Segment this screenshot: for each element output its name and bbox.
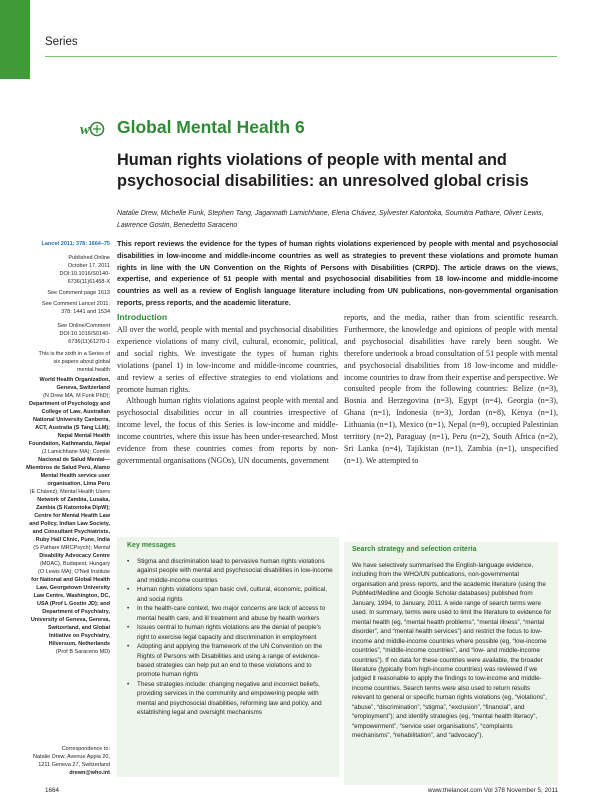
see-comment-link-2b[interactable]: 378: 1441 and 1534 <box>61 309 110 315</box>
series-label: Series <box>45 36 78 48</box>
global-mental-health-logo-icon <box>80 119 108 139</box>
see-comment-link-1[interactable]: See Comment page 1613 <box>47 290 110 296</box>
affiliation-line: Department of Psychiatry, <box>42 609 110 615</box>
affiliation-line: organisation, Lima Peru <box>47 481 110 487</box>
see-online-doi: 6736(11)61270-1 <box>68 339 110 345</box>
series-title: Global Mental Health 6 <box>117 117 305 137</box>
body-right-column <box>344 312 558 467</box>
article-title: Human rights violations of people with mental and psychosocial disabilities: an unresolved global crisis <box>117 151 529 190</box>
affiliation-line: (J Lamichhane MA); Comité <box>41 449 110 455</box>
affiliation-line: USA (Prof L Gostin JD); and <box>36 601 110 607</box>
key-message-item: • Issues central to human rights violations are the denial of people's right to exercise legal capacity and discrimination in employment <box>127 623 333 642</box>
affiliation-line: Nacional de Salud Mental— <box>38 457 110 463</box>
affiliation-line: Hilversum, Netherlands <box>48 641 110 647</box>
affiliation-line: Network of Zambia, Lusaka, <box>37 497 110 503</box>
published-line: October 17, 2011 <box>67 263 110 269</box>
header-rule <box>45 56 557 57</box>
citation-text: Lancet 2011; 378: 1664–75 <box>41 241 110 247</box>
affiliation-line: Mental Health service user <box>40 473 110 479</box>
affiliation-line: National University Canberra, <box>32 417 110 423</box>
series-note-line: mental health <box>76 367 110 373</box>
doi-line: 6736(11)61458-X <box>67 279 110 285</box>
correspondence <box>5 745 110 777</box>
affiliation-line: ACT, Australia (S Tang LLM); <box>35 425 110 431</box>
affiliation-line: Department of Psychology and <box>29 401 110 407</box>
affiliation-line: Geneva, Switzerland <box>56 385 110 391</box>
see-comment-link-2[interactable]: See Comment Lancet 2011; <box>41 301 110 307</box>
see-online-doi: DOI:10.1016/S0140- <box>59 331 110 337</box>
affiliation-line: and Policy, Indian Law Society, <box>29 521 110 527</box>
see-online-link[interactable]: See Online/Comment <box>57 323 110 329</box>
affiliation-line: (MDAC), Budapest, Hungary <box>40 561 110 567</box>
key-message-item: • Adopting and applying the framework of the UN Convention on the Rights of Persons with Disabilities and using a range of evidence-based strategies can help put an end to these violations and to promote human rights <box>127 642 333 680</box>
correspondence-email[interactable]: drewn@who.int <box>69 770 110 776</box>
affiliation-line: (N Drew MA, M Funk PhD); <box>43 393 110 399</box>
abstract: This report reviews the evidence for the types of human rights violations experienced by people with mental and psychosocial disabilities in low-income and middle-income countries as well as strategies to prevent these violations and promote human rights in line with the UN Convention on the Rights of Persons with Disabilities (CRPD). The article draws on the views, expertise, and experience of 51 people with mental and psychosocial disabilities from 18 low-income and middle-income countries as well as a review of English language literature including from UN publications, non-governmental organisation reports, press reports, and the academic literature. <box>117 239 558 307</box>
authors-line-2: Lawrence Gostin, Benedetto Saraceno <box>117 222 238 229</box>
affiliation-line: Law Centre, Washington, DC, <box>33 593 110 599</box>
affiliation-line: Initiative on Psychiatry, <box>48 633 110 639</box>
paragraph: Although human rights violations against people with mental and psychosocial disabilities occur in all countries irrespective of income level, the focus of this Series is low-income and middle-income countries, where this issue has been under-researched. Most evidence from these countries comes from reports by non-governmental organisations (NGOs), UN documents, government <box>117 396 338 465</box>
key-message-item: • In the health-care context, two major concerns are lack of access to mental health care, and ill treatment and abuse by health workers <box>127 604 333 623</box>
affiliation-line: (O Lewis MA); O'Neil Institute <box>38 569 110 575</box>
series-note-line: This is the sixth in a Series of <box>38 351 110 357</box>
citation <box>5 240 110 248</box>
affiliation-line: Foundation, Kathmandu, Nepal <box>28 441 110 447</box>
see-online <box>5 322 110 346</box>
affiliation-line: College of Law, Australian <box>41 409 110 415</box>
paragraph: All over the world, people with mental and psychosocial disabilities experience violations of many civil, cultural, economic, political, and social rights. We investigate the types of human rights violations (panel 1) in low-income and middle-income countries, and review a series of effective strategies to end violations and promote human rights. <box>117 325 338 394</box>
page-number: 1664 <box>45 787 60 794</box>
correspondence-line: Natalie Drew, Avenue Appia 20, <box>33 754 110 760</box>
affiliation-line: Switzerland, and Global <box>47 625 110 631</box>
search-strategy-heading: Search strategy and selection criteria <box>352 546 477 553</box>
key-message-item: • These strategies include: changing negative and incorrect beliefs, providing services in the community and empowering people with mental and psychosocial disabilities, reforming law and policy, and establishing legal and oversight mechanisms <box>127 680 333 718</box>
journal-info: www.thelancet.com Vol 378 November 5, 2011 <box>427 787 558 794</box>
affiliation-line: Nepal Mental Health <box>57 433 110 439</box>
series-note-line: six papers about global <box>53 359 110 365</box>
svg-text:w: w <box>80 122 91 138</box>
correspondence-line: Correspondence to: <box>61 746 110 752</box>
see-comment <box>5 289 110 316</box>
doi-line: DOI:10.1016/S0140- <box>59 271 110 277</box>
affiliation-line: Law, Georgetown University <box>36 585 110 591</box>
published-info <box>5 254 110 286</box>
series-note <box>5 350 110 374</box>
key-messages-heading: Key messages <box>127 542 176 549</box>
body-left-column <box>117 324 338 467</box>
affiliation-line: (S Pathare MRCPsych); Mental <box>33 545 110 551</box>
key-messages-list <box>127 557 333 718</box>
author-list <box>117 208 557 232</box>
affiliation-line: (E Chávez); Mental Health Users <box>29 489 110 495</box>
affiliation-line: and Consultant Psychiatrists, <box>32 529 110 535</box>
affiliation-line: Centre for Mental Health Law <box>34 513 110 519</box>
affiliations <box>5 376 110 656</box>
affiliation-line: Ruby Hall Clinic, Pune, India <box>35 537 110 543</box>
affiliation-line: for National and Global Health <box>31 577 110 583</box>
series-color-tab <box>0 0 30 79</box>
affiliation-line: World Health Organization, <box>39 377 110 383</box>
affiliation-line: University of Geneva, Geneva, <box>30 617 110 623</box>
introduction-heading: Introduction <box>117 312 168 322</box>
affiliation-line: Zambia (S Katontoka DipW); <box>36 505 110 511</box>
key-message-item: • Stigma and discrimination lead to pervasive human rights violations against people with mental and psychosocial disabilities in low-income and middle-income countries <box>127 557 333 585</box>
affiliation-line: Miembros de Salud Perú, Alamo <box>26 465 110 471</box>
paragraph: reports, and the media, rather than from scientific research. Furthermore, the knowledge and opinions of people with mental and psychosocial disabilities have rarely been sought. We therefore undertook a broad consultation of 51 people with mental and psychosocial disabilities from 18 low-income and middle-income countries to draw from their expertise and perspective. We consulted people from the following countries: Belize (n=3), Bosnia and Herzegovina (n=3), Egypt (n=4), Georgia (n=3), Ghana (n=1), Indonesia (n=3), Jordan (n=8), Kenya (n=1), Lithuania (n=1), Mexico (n=1), Nepal (n=9), occupied Palestinian territory (n=2), Paraguay (n=1), Peru (n=2), South Africa (n=2), Sri Lanka (n=4), Tajikistan (n=1), Zambia (n=1), unspecified (n=1). We attempted to <box>344 313 558 465</box>
correspondence-line: 1211 Geneva 27, Switzerland <box>38 762 110 768</box>
affiliation-line: (Prof B Saraceno MD) <box>55 649 110 655</box>
published-line: Published Online <box>68 255 110 261</box>
authors-line-1: Natalie Drew, Michelle Funk, Stephen Tang, Jagannath Lamichhane, Elena Chávez, Sylvester Katontoka, Soumitra Pathare, Oliver Lewis, <box>117 210 544 217</box>
search-strategy-text: We have selectively summarised the English-language evidence, including from the WHO/UN publications, non-governmental organisation and press reports, and the academic literature (using the PubMed/Medline and Google Scholar databases) published from January, 1994, to January, 2011. A wide range of search terms were used. In summary, terms were used to limit the literature to evidence for mental health (eg, “mental health problems”, “mental illness”, “mental disorder”, and “mental health services”) and restrict the focus to low-income and middle-income countries where possible (eg, “low-income countries”, “middle-income countries”, and “low- and middle-income countries”). If no data for these countries were available, the broader literature (typically from high-income countries) was reviewed if we judged it reasonable to apply the findings to low-income and middle-income countries. Search terms were also used to return results relevant to general or specific human rights violations (eg, “violations”, “abuse”, “discrimination”, “stigma”, “exclusion”, “financial”, and “employment”); and identify strategies (eg, “mental health literacy”, “empowerment”, “service user organisations”, “complaints mechanisms”, “rehabilitation”, and “advocacy”). <box>352 562 552 740</box>
key-message-item: • Human rights violations span basic civil, cultural, economic, political, and social rights <box>127 585 333 604</box>
affiliation-line: Disability Advocacy Centre <box>39 553 110 559</box>
